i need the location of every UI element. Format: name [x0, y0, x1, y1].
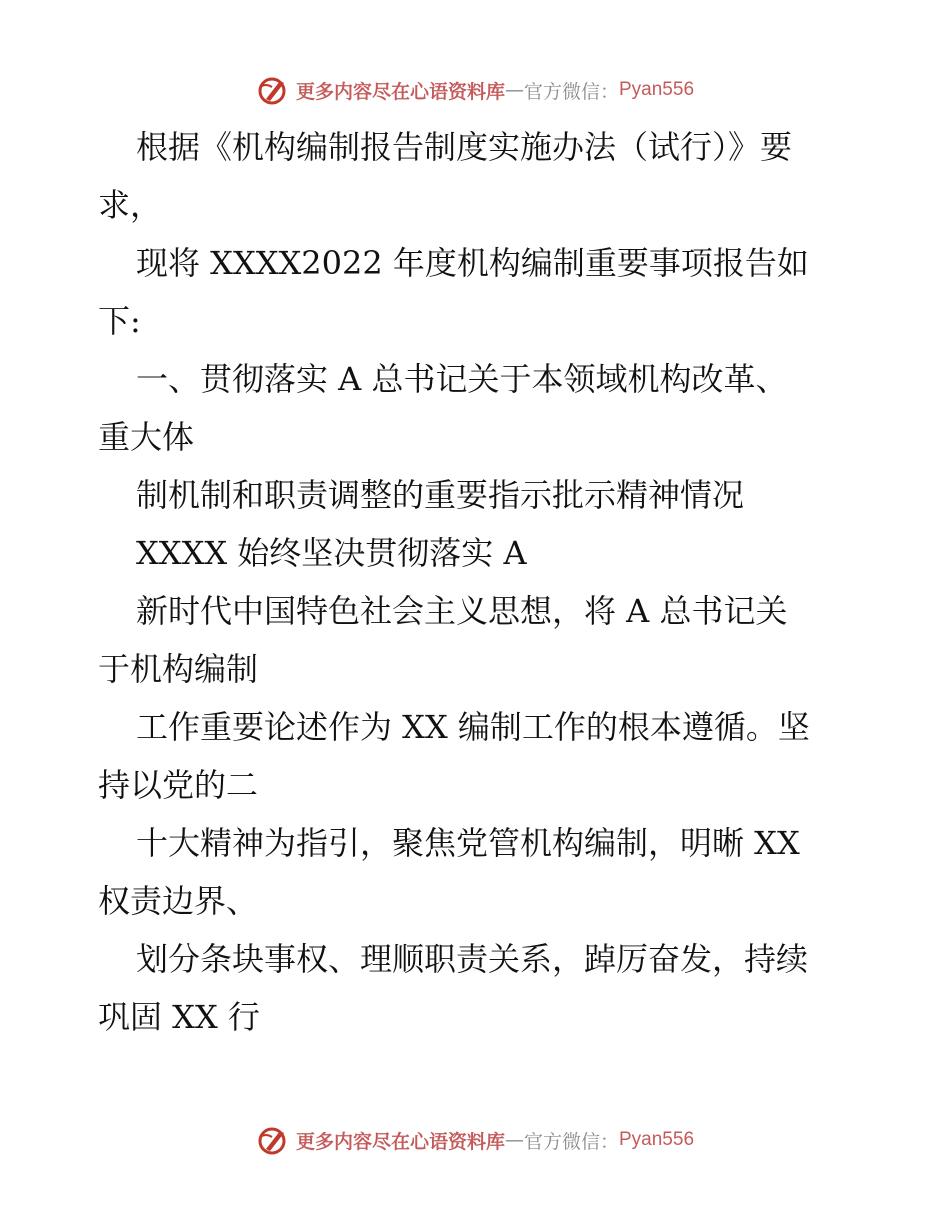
- body-line: 下:: [98, 302, 141, 340]
- body-line: 于机构编制: [98, 650, 259, 688]
- footer-watermark: [0, 1120, 950, 1160]
- header-watermark: [0, 70, 950, 110]
- section-heading-line: 重大体: [98, 418, 195, 456]
- watermark-dash: —: [504, 1129, 524, 1151]
- body-line: 求，: [98, 186, 163, 224]
- body-line: XXXX 始终坚决贯彻落实 A: [136, 534, 527, 572]
- watermark-sub-text: 官方微信：: [523, 1130, 619, 1153]
- body-line: 巩固 XX 行: [98, 998, 260, 1036]
- body-line: 十大精神为指引，聚焦党管机构编制，明晰 XX: [136, 824, 800, 862]
- body-line: 根据《机构编制报告制度实施办法（试行）》要: [136, 128, 793, 166]
- body-line: 工作重要论述作为 XX 编制工作的根本遵循。坚: [136, 708, 810, 746]
- watermark-wechat-id: Pyan556: [619, 1129, 695, 1150]
- watermark-dash: —: [504, 79, 524, 101]
- body-line: 持以党的二: [98, 766, 259, 804]
- section-heading-line: 制机制和职责调整的重要指示批示精神情况: [136, 476, 745, 514]
- watermark-main-text: 更多内容尽在心语资料库: [295, 80, 505, 103]
- body-line: 权责边界、: [98, 882, 259, 920]
- watermark-main-text: 更多内容尽在心语资料库: [295, 1130, 505, 1153]
- section-heading-line: 一、贯彻落实 A 总书记关于本领域机构改革、: [136, 360, 788, 398]
- document-body: [98, 118, 858, 1046]
- pen-logo-icon: [256, 1123, 290, 1157]
- pen-logo-icon: [256, 73, 290, 107]
- body-line: 新时代中国特色社会主义思想，将 A 总书记关: [136, 592, 788, 630]
- watermark-sub-text: 官方微信：: [523, 80, 619, 103]
- watermark-wechat-id: Pyan556: [619, 79, 695, 100]
- body-line: 划分条块事权、理顺职责关系，踔厉奋发，持续: [136, 940, 809, 978]
- body-line: 现将 XXXX2022 年度机构编制重要事项报告如: [136, 244, 809, 282]
